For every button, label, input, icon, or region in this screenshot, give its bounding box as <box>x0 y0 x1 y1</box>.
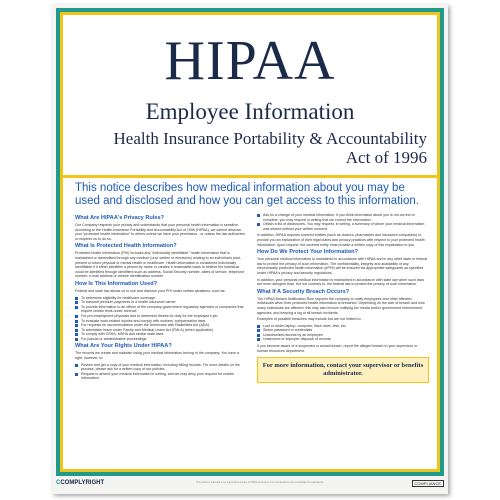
rights-list <box>75 363 247 381</box>
fine-print: This poster is intended to be a general summary of HIPAA provisions. It is not intended to be a substitute for legal advice. <box>196 481 324 484</box>
logo-mark-icon: C <box>56 480 61 486</box>
breach-list <box>257 324 429 342</box>
section-text: The records we create and maintain using your medical information belong to the company. You have a right, however, to: <box>75 351 239 361</box>
left-column <box>75 213 247 463</box>
list-item: Obtain a list of disclosures. You may request, in writing, a summary of whom your medical information was shared without your written consent. <box>257 222 429 231</box>
list-item: To comply with OSHA, MSHA and similar state laws <box>75 332 247 337</box>
intro-text: This notice describes how medical information about you may be used and disclosed and how you can get access to this information. <box>75 182 419 207</box>
poster-act-name: Health Insurance Portability & Accountability Act of 1996 <box>113 129 427 167</box>
list-item: Ask for a change of your medical information. If you think information about you is not correct or complete, you may request in writing that we correct the information. <box>257 213 429 222</box>
section-heading: What Are HIPAA's Privacy Rules? <box>75 215 164 221</box>
poster-content <box>60 12 440 472</box>
section-text: In addition, HIPAA requires covered entities (such as doctors, pharmacies and insurance companies) to provide you an explanation of their legal duties and privacy practices with respect to your protected health information. Upon request, the covered entity must provide a written copy of this explanation to you. <box>257 233 425 247</box>
list-item: To provide information to an officer of the company government regulatory agencies or companies that require certain tests under contract <box>75 305 247 314</box>
list-item: Request to amend your medical information in writing, and we may deny your request for certain information. <box>75 372 247 381</box>
section-heading: What Is Protected Health Information? <box>75 243 177 250</box>
section-text: Your personal medical information is maintained in accordance with HIPAA and in any other state or federal law to protect the privacy of such information. The confidentiality, integrity and availability of any electronically protected health information (ePHI) will be ensured via appropriate safeguards as specified under HIPAA's privacy and security regulations. <box>257 257 428 275</box>
contact-callout: For more information, contact your supervisor or benefits administrator. <box>257 357 429 383</box>
list-item: Review and get a copy of your medical information, including billing records. For more details on the process, please ask for a written copy of our policies. <box>75 363 247 372</box>
right-column <box>257 213 429 463</box>
section-heading: What If A Security Breach Occurs? <box>257 288 350 295</box>
compliance-badge: COMPLIANCE <box>412 480 444 487</box>
body-columns <box>75 213 429 463</box>
poster <box>52 4 448 494</box>
list-item: For judicial or administrative proceedings <box>75 337 247 342</box>
section-text: If you become aware of a suspected or actual breach, report the alleged breach to your supervisor or human resources department. <box>257 344 418 353</box>
rights-list-continued <box>257 213 429 231</box>
poster-header <box>63 15 437 178</box>
list-item: Lost or stolen laptop, computer, flash drive, disk, etc. <box>257 324 429 329</box>
list-item: Unsecured or improper disposal of records <box>257 337 429 342</box>
list-item: Stolen password or credentials <box>257 328 429 333</box>
uses-list <box>75 296 247 342</box>
section-text: The HIPAA Breach Notification Rule requires the company to notify employees and other affected individuals when their protected health information is breached. Depending on the size of breach and how many individuals are affected, this may also involve notifying the media and/or government enforcement agencies, and keeping a log of all breach incidents. <box>257 296 425 315</box>
section-heading: How Do We Protect Your Information? <box>257 249 359 256</box>
section-text: Our Company respects your privacy and understands that your personal health information is sensitive. According to the Health Insurance Portability and Accountability Act of 1996 (HIPAA), we cannot disclose your "protected health information" to others unless we have your permission - or unless the law authorizes or requires us to do so. <box>75 223 245 241</box>
section-text: Federal and state law allows us to use and disclose your PHI under certain situations, such as: <box>75 288 226 293</box>
list-item: Unauthorized access by an employee <box>257 333 429 338</box>
section-text: In addition, your personal medical information is maintained in accordance with state law when such laws are more stringent than, but not contrary to, the federal law to protect the privacy of such information. <box>257 277 424 287</box>
poster-subtitle: Employee Information <box>145 99 355 124</box>
section-heading: How Is This Information Used? <box>75 280 158 287</box>
poster-frame <box>56 8 444 476</box>
list-item: To determine eligibility for healthcare coverage <box>75 296 247 301</box>
header-divider <box>63 175 437 178</box>
list-item: For pre-employment physicals and to determine fitness for duty for the employee's job <box>75 314 247 319</box>
list-item: To transmit premium payments to a health insurance carrier <box>75 300 247 305</box>
list-item: For requests for accommodation under the Americans with Disabilities Act (ADA) <box>75 323 247 328</box>
list-item: To administer leave under Family and Medical Leave Act (FMLA) (when applicable) <box>75 328 247 333</box>
logo-text: COMPLYRIGHT <box>60 480 105 486</box>
list-item: To evaluate work-related injuries and comply with workers' compensation laws <box>75 319 247 324</box>
section-text: Examples of possible breaches may include but are not limited to: <box>257 317 362 322</box>
section-text: Protected health information (PHI) includes any "individually identifiable" health information that is maintained or transmitted through any medium (oral, written or electronic) relating to an individual's past, present or future physical or mental health or healthcare. Health information is considered individually identifiable if it either identifies a person by name or creates a reasonable basis to believe the individual could be identified through identifiers such as address, Social Security number, dates of service, telephone number, e-mail address or vehicle identification number. <box>75 251 245 279</box>
poster-title: HIPAA <box>164 30 336 92</box>
poster-footer <box>56 478 444 492</box>
brand-logo <box>56 480 104 486</box>
section-heading: What Are Your Rights Under HIPAA? <box>75 343 172 350</box>
